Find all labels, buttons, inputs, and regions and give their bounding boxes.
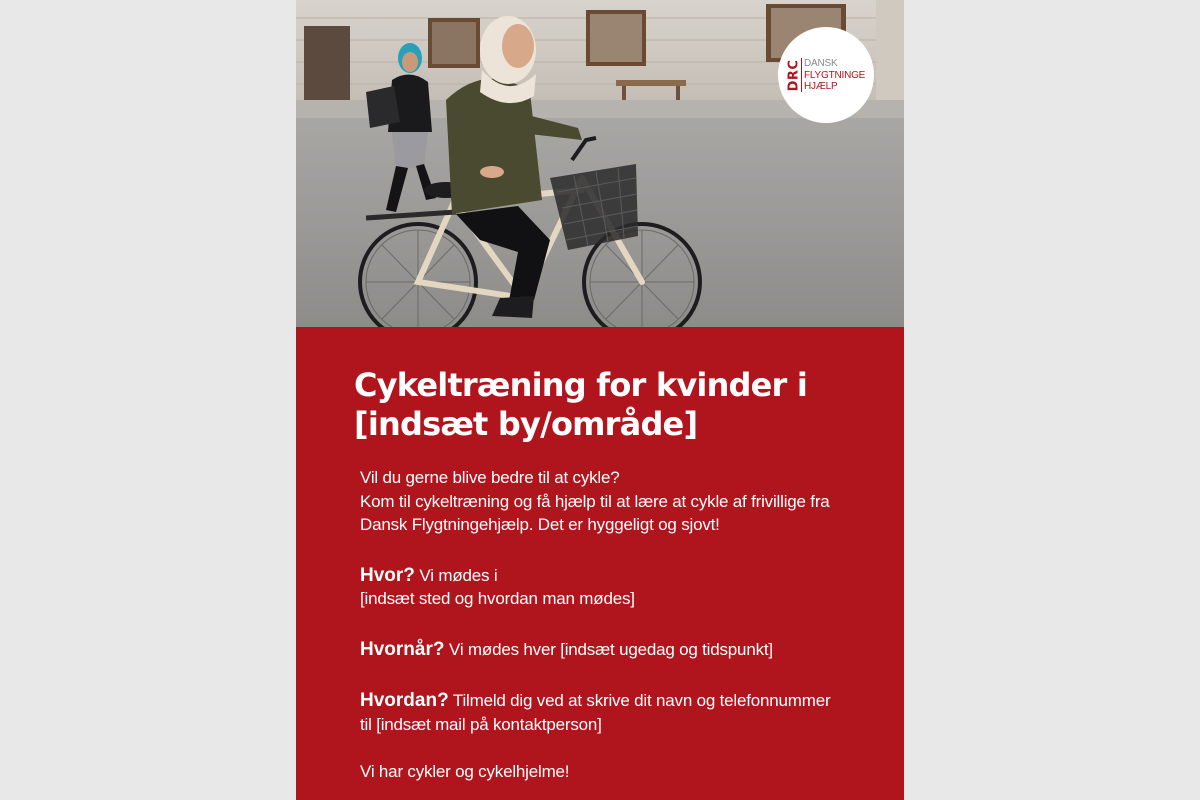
how-line-1: Tilmeld dig ved at skrive dit navn og telefonnummer [448, 691, 831, 710]
how-label: Hvordan? [360, 690, 449, 711]
when-label: Hvornår? [360, 638, 445, 660]
drc-logo [778, 27, 874, 123]
how-paragraph [360, 689, 890, 736]
when-text: Vi mødes hver [indsæt ugedag og tidspunkt] [444, 639, 773, 659]
drc-logo-wordmark [804, 58, 865, 93]
drc-logo-mark-text: DRC [786, 59, 802, 91]
intro-line-3: Dansk Flygtningehjælp. Det er hyggeligt og sjovt! [360, 515, 720, 534]
intro-line-2: Kom til cykeltræning og få hjælp til at lære at cykle af frivillige fra [360, 491, 830, 511]
where-line-1: Vi mødes i [414, 565, 498, 585]
poster [296, 0, 904, 800]
intro-line-1: Vil du gerne blive bedre til at cykle? [360, 468, 620, 487]
logo-line-hjaelp: HJÆLP [804, 81, 838, 92]
cycling-photo [296, 0, 904, 327]
how-line-2: til [indsæt mail på kontaktperson] [360, 714, 602, 734]
title-line-1: Cykeltræning for kvinder i [354, 366, 808, 404]
where-line-2: [indsæt sted og hvordan man mødes] [360, 589, 635, 608]
drc-logo-mark [786, 57, 802, 93]
intro-paragraph [360, 466, 890, 537]
where-label: Hvor? [360, 564, 415, 586]
when-paragraph [360, 638, 890, 662]
poster-title [354, 366, 874, 444]
logo-line-dansk: DANSK [804, 58, 838, 69]
drc-logo-divider [801, 58, 802, 92]
closing-paragraph: Vi har cykler og cykelhjelme! [360, 762, 570, 781]
logo-line-flygtninge: FLYGTNINGE [804, 69, 866, 81]
title-line-2: [indsæt by/område] [354, 405, 698, 443]
poster-body [360, 466, 890, 784]
where-paragraph [360, 564, 890, 611]
